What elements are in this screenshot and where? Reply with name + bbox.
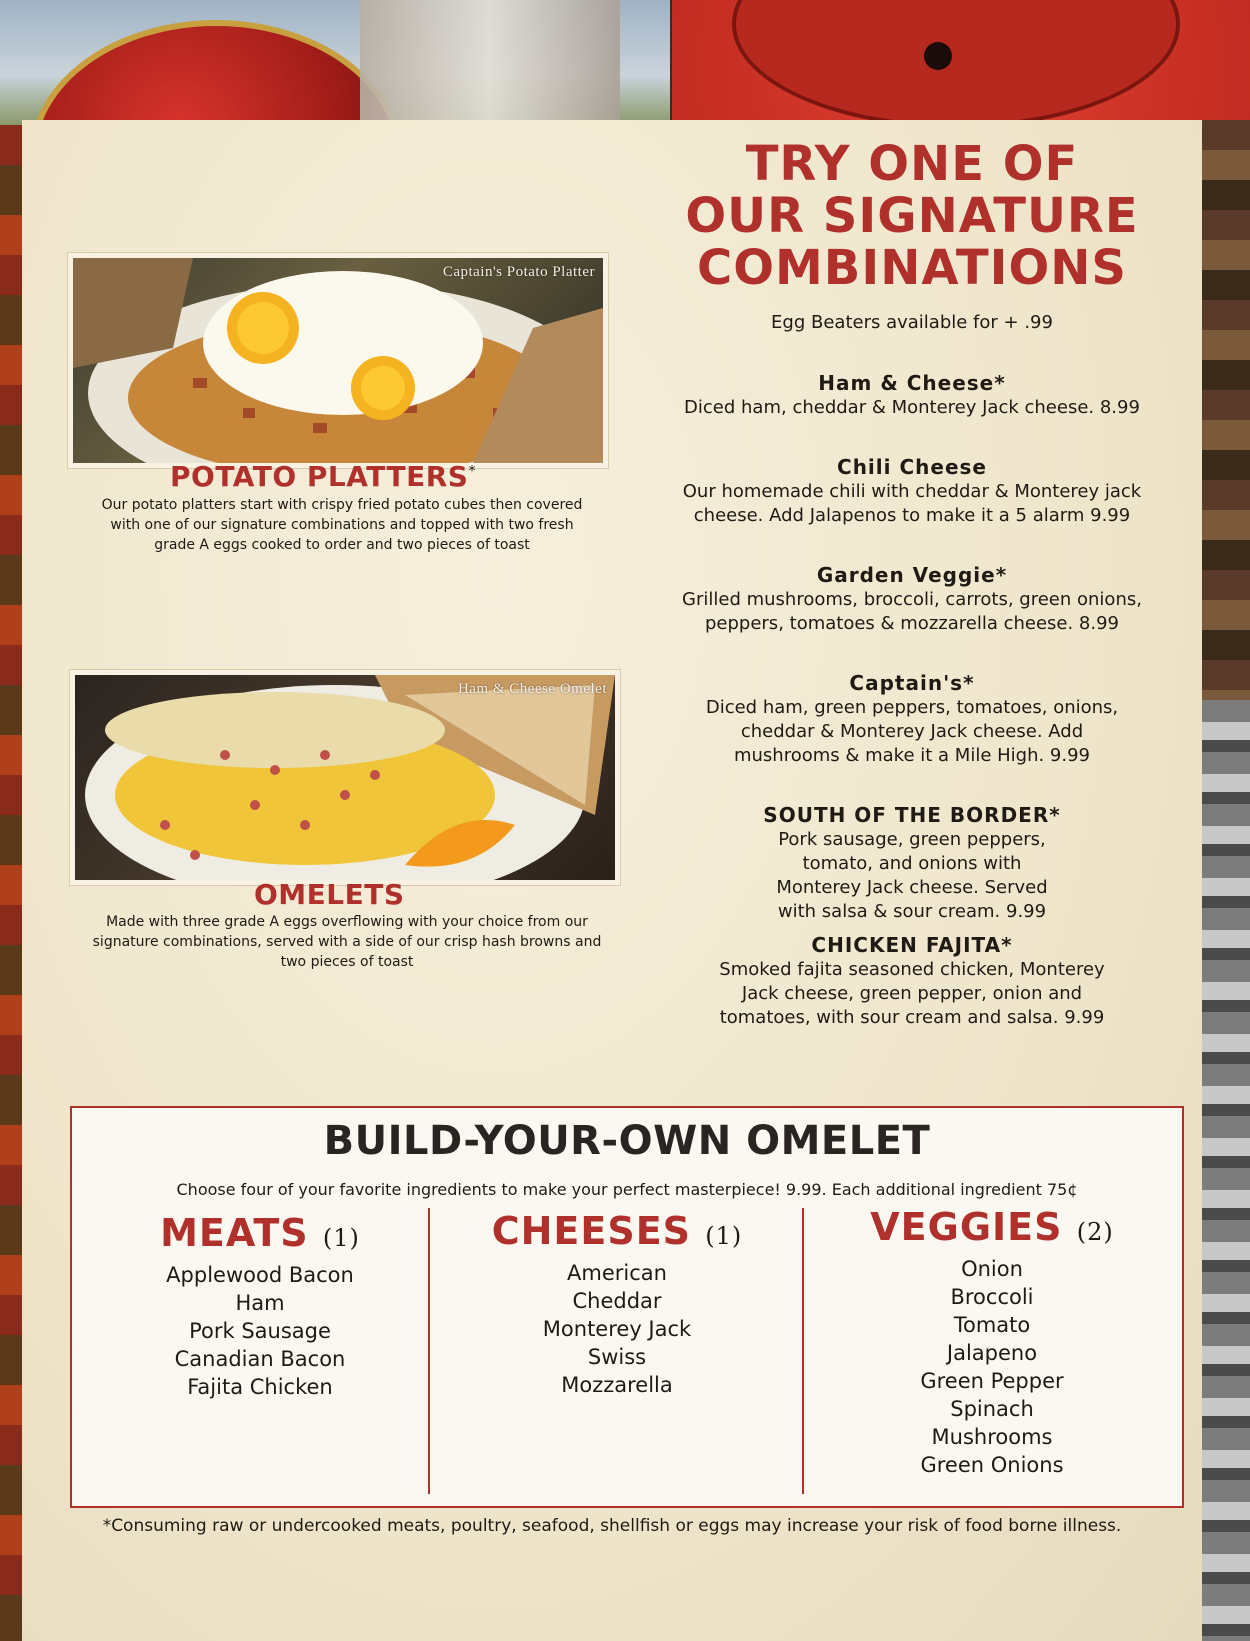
combo-garden-veggie <box>632 562 1192 636</box>
byo-subtitle: Choose four of your favorite ingredients to make your perfect masterpiece! 9.99. Each additional ingredient 75¢ <box>176 1180 1078 1199</box>
veggies-heading <box>822 1204 1162 1255</box>
combo-name: Chili Cheese <box>837 455 987 479</box>
meats-count: (1) <box>322 1224 360 1252</box>
cheese-item: Mozzarella <box>561 1373 673 1397</box>
menu-card <box>22 120 1202 1641</box>
column-divider-1 <box>428 1208 430 1494</box>
background-bottle <box>360 0 620 125</box>
potato-photo-caption: Captain's Potato Platter <box>442 264 595 280</box>
cheese-item: Swiss <box>587 1345 647 1369</box>
veggies-heading-text: VEGGIES <box>870 1205 1063 1249</box>
cheese-item: American <box>567 1261 667 1285</box>
veggies-count: (2) <box>1076 1218 1114 1246</box>
combo-description: Grilled mushrooms, broccoli, carrots, green onions, peppers, tomatoes & mozzarella cheese. 8.99 <box>682 589 1142 634</box>
meats-heading-text: MEATS <box>160 1211 309 1255</box>
egg-beaters-note: Egg Beaters available for + .99 <box>771 312 1053 333</box>
headline-line-1: TRY ONE OF <box>745 136 1079 192</box>
background-metal-grate <box>1200 700 1250 1641</box>
cheeses-heading-text: CHEESES <box>491 1209 692 1253</box>
combo-description: Our homemade chili with cheddar & Monterey jack cheese. Add Jalapenos to make it a 5 alarm 9.99 <box>682 481 1142 526</box>
column-divider-2 <box>802 1208 804 1494</box>
omelet-photo-caption: Ham & Cheese Omelet <box>457 681 607 697</box>
meat-item: Pork Sausage <box>189 1319 331 1343</box>
veggies-column <box>822 1204 1162 1479</box>
veggie-item: Onion <box>961 1257 1023 1281</box>
omelet-illustration <box>75 675 615 880</box>
veggie-item: Tomato <box>953 1313 1031 1337</box>
cheeses-count: (1) <box>705 1222 743 1250</box>
combo-captains <box>632 670 1192 768</box>
combo-chicken-fajita <box>632 932 1192 1030</box>
cheeses-heading <box>447 1208 787 1259</box>
cheese-item: Cheddar <box>572 1289 662 1313</box>
potato-title-text: POTATO PLATTERS <box>170 460 469 493</box>
omelets-description: Made with three grade A eggs overflowing with your choice from our signature combinations, served with a side of our crisp hash browns and two pieces of toast <box>92 914 602 970</box>
combo-name: CHICKEN FAJITA* <box>811 933 1013 957</box>
meats-heading <box>90 1210 430 1261</box>
potato-title-asterisk: * <box>468 463 476 480</box>
potato-platters-title <box>170 460 476 493</box>
omelet-photo <box>70 670 620 885</box>
plate-hole <box>924 42 952 70</box>
meat-item: Fajita Chicken <box>187 1375 333 1399</box>
combo-description: Pork sausage, green peppers, tomato, and onions with Monterey Jack cheese. Served with salsa & sour cream. 9.99 <box>776 829 1048 922</box>
combo-description: Smoked fajita seasoned chicken, Monterey Jack cheese, green pepper, onion and tomatoes, with sour cream and salsa. 9.99 <box>719 959 1105 1028</box>
signature-combinations-headline <box>632 138 1192 294</box>
veggie-item: Green Pepper <box>920 1369 1064 1393</box>
combo-chili-cheese <box>632 454 1192 528</box>
meat-item: Canadian Bacon <box>174 1347 346 1371</box>
omelets-title: OMELETS <box>254 878 405 911</box>
combo-name: SOUTH OF THE BORDER* <box>763 803 1061 827</box>
food-safety-footnote: *Consuming raw or undercooked meats, poultry, seafood, shellfish or eggs may increase your risk of food borne illness. <box>102 1516 1122 1536</box>
build-your-own-omelet-box <box>70 1106 1184 1508</box>
background-right-strip <box>1200 120 1250 700</box>
veggie-item: Spinach <box>950 1397 1034 1421</box>
veggie-item: Mushrooms <box>931 1425 1053 1449</box>
meat-item: Applewood Bacon <box>166 1263 354 1287</box>
potato-platters-description: Our potato platters start with crispy fried potato cubes then covered with one of our signature combinations and topped with two fresh grade A eggs cooked to order and two pieces of toast <box>101 497 583 553</box>
byo-title: BUILD-YOUR-OWN OMELET <box>323 1118 931 1164</box>
meats-column <box>90 1210 430 1401</box>
veggie-item: Jalapeno <box>946 1341 1038 1365</box>
cheeses-column <box>447 1208 787 1399</box>
cheese-item: Monterey Jack <box>542 1317 692 1341</box>
combo-description: Diced ham, green peppers, tomatoes, onions, cheddar & Monterey Jack cheese. Add mushrooms & make it a Mile High. 9.99 <box>705 697 1119 766</box>
combo-south-of-the-border <box>632 802 1192 924</box>
combo-ham-cheese <box>632 370 1192 420</box>
combo-description: Diced ham, cheddar & Monterey Jack cheese. 8.99 <box>684 397 1140 418</box>
potato-platter-illustration <box>73 258 603 463</box>
plate-shape <box>732 0 1180 128</box>
combo-name: Captain's* <box>849 671 975 695</box>
combo-name: Garden Veggie* <box>816 563 1008 587</box>
headline-line-2: OUR SIGNATURE <box>685 188 1139 244</box>
veggie-item: Broccoli <box>950 1285 1034 1309</box>
veggie-item: Green Onions <box>920 1453 1064 1477</box>
potato-platter-photo <box>68 253 608 468</box>
background-left-strip <box>0 125 22 1641</box>
headline-line-3: COMBINATIONS <box>697 240 1127 296</box>
meat-item: Ham <box>235 1291 285 1315</box>
combo-name: Ham & Cheese* <box>818 371 1006 395</box>
